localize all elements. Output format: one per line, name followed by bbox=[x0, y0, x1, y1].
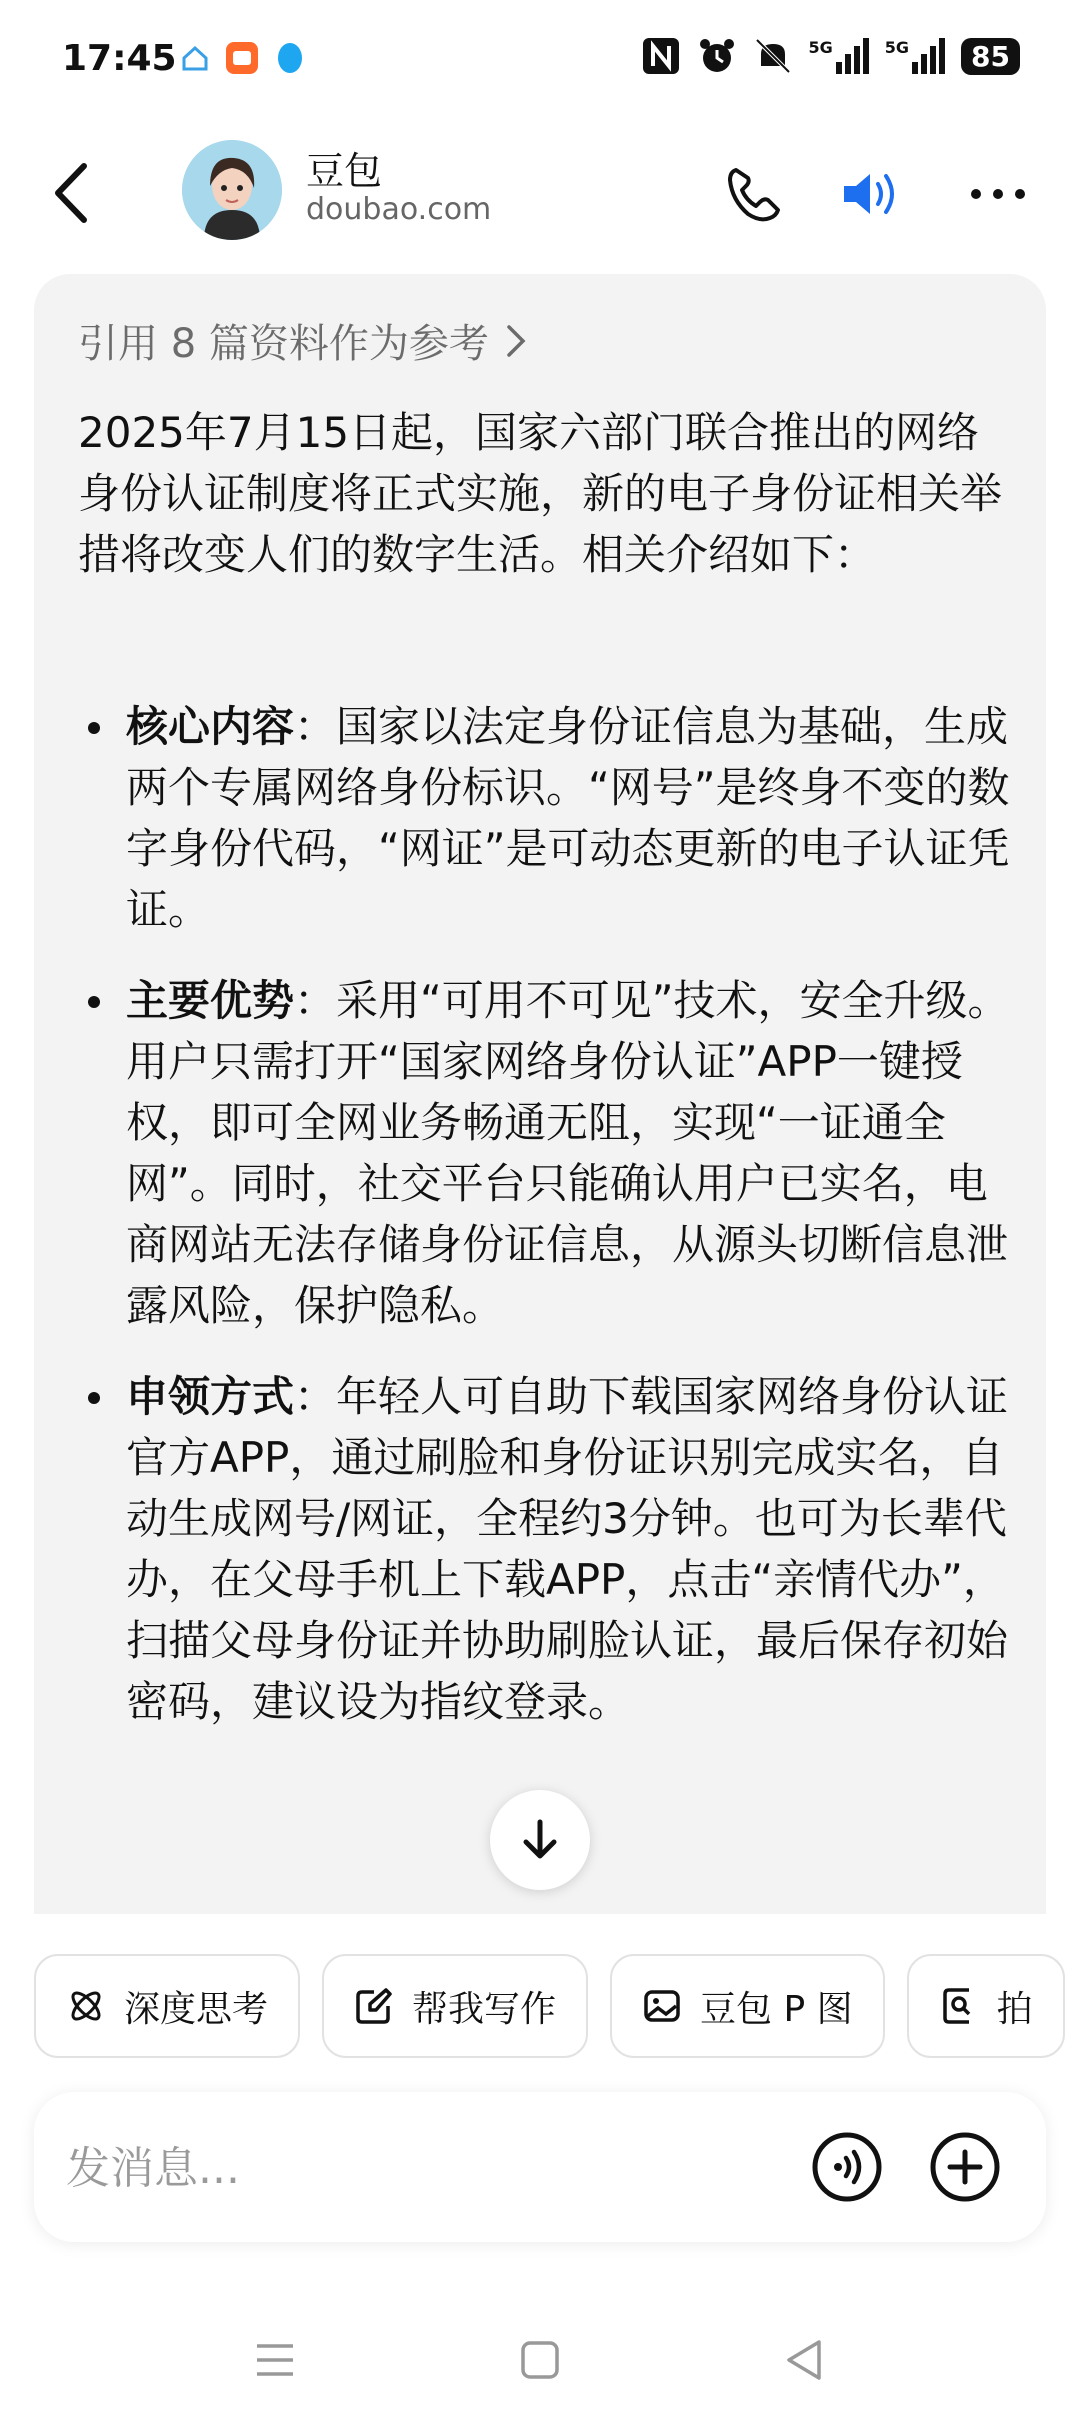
chip-label: 深度思考 bbox=[124, 1988, 269, 2030]
bullet-title: 申领方式 bbox=[126, 1372, 295, 1421]
arrow-down-icon bbox=[520, 1818, 560, 1862]
mute-icon bbox=[753, 36, 793, 76]
app-icon bbox=[224, 40, 260, 76]
chip-label: 帮我写作 bbox=[412, 1988, 557, 2030]
list-item bbox=[78, 970, 1018, 1336]
back-triangle-icon[interactable] bbox=[775, 2330, 835, 2390]
chip-label: 豆包 P 图 bbox=[700, 1988, 853, 2030]
add-icon[interactable] bbox=[928, 2130, 1002, 2204]
image-edit-icon bbox=[642, 1986, 682, 2026]
status-right-icons bbox=[641, 36, 1021, 76]
speaker-icon[interactable] bbox=[838, 162, 902, 226]
phone-icon[interactable] bbox=[722, 162, 786, 226]
chevron-right-icon bbox=[505, 323, 527, 359]
status-time: 17:45 bbox=[62, 38, 177, 79]
chat-subtitle: doubao.com bbox=[306, 192, 492, 227]
status-app-icons bbox=[180, 40, 306, 76]
home-icon bbox=[180, 43, 210, 73]
list-item bbox=[78, 696, 1018, 940]
chip-scan[interactable] bbox=[907, 1954, 1065, 2058]
battery-icon: 85 bbox=[961, 38, 1020, 75]
qq-penguin-icon bbox=[274, 40, 306, 76]
back-icon[interactable] bbox=[44, 158, 104, 228]
menu-icon[interactable] bbox=[245, 2330, 305, 2390]
nfc-icon bbox=[641, 36, 681, 76]
signal-icon bbox=[885, 38, 945, 74]
network-label: 5G bbox=[808, 38, 833, 57]
assistant-message bbox=[34, 274, 1046, 1914]
message-bullets bbox=[78, 696, 1018, 1762]
citation-text: 引用 8 篇资料作为参考 bbox=[78, 321, 489, 367]
signal-icon bbox=[809, 38, 869, 74]
status-bar bbox=[0, 0, 1080, 120]
list-item bbox=[78, 1366, 1018, 1732]
suggestion-chips bbox=[34, 1954, 1065, 2058]
bullet-text: ：国家以法定身份证信息为基础，生成两个专属网络身份标识。“网号”是终身不变的数字身份代码，“网证”是可动态更新的电子认证凭证。 bbox=[126, 702, 1010, 934]
system-nav-bar bbox=[0, 2300, 1080, 2412]
chip-deep-think[interactable] bbox=[34, 1954, 300, 2058]
bullet-text: ：年轻人可自助下载国家网络身份认证官方APP，通过刷脸和身份证识别完成实名，自动生成网号/网证，全程约3分钟。也可为长辈代办，在父母手机上下载APP，点击“亲情代办”，扫描父母身份证并协助刷脸认证，最后保存初始密码，建议设为指纹登录。 bbox=[126, 1372, 1009, 1726]
alarm-icon bbox=[697, 36, 737, 76]
chip-image-edit[interactable] bbox=[610, 1954, 885, 2058]
avatar[interactable] bbox=[182, 140, 282, 240]
bullet-title: 核心内容 bbox=[126, 702, 295, 751]
chip-writing[interactable] bbox=[322, 1954, 588, 2058]
avatar-icon bbox=[182, 140, 282, 240]
chip-label: 拍 bbox=[996, 1988, 1033, 2030]
scan-icon bbox=[939, 1986, 979, 2026]
more-icon[interactable] bbox=[966, 162, 1030, 226]
chat-title: 豆包 bbox=[306, 149, 383, 193]
chat-header bbox=[0, 130, 1080, 250]
bullet-title: 主要优势 bbox=[126, 976, 295, 1025]
voice-call-icon[interactable] bbox=[810, 2130, 884, 2204]
network-label: 5G bbox=[884, 38, 910, 57]
edit-icon bbox=[354, 1986, 394, 2026]
bullet-text: ：采用“可用不可见”技术，安全升级。用户只需打开“国家网络身份认证”APP一键授权，即可全网业务畅通无阻，实现“一证通全网”。同时，社交平台只能确认用户已实名，电商网站无法存储身份证信息，从源头切断信息泄露风险，保护隐私。 bbox=[126, 976, 1010, 1330]
atom-icon bbox=[66, 1986, 106, 2026]
scroll-to-bottom-button[interactable] bbox=[490, 1790, 590, 1890]
message-intro: 2025年7月15日起，国家六部门联合推出的网络身份认证制度将正式实施，新的电子身份证相关举措将改变人们的数字生活。相关介绍如下： bbox=[78, 408, 1003, 579]
home-square-icon[interactable] bbox=[510, 2330, 570, 2390]
citation-link[interactable] bbox=[78, 312, 527, 369]
message-composer bbox=[34, 2092, 1046, 2242]
message-input[interactable] bbox=[64, 2132, 768, 2204]
